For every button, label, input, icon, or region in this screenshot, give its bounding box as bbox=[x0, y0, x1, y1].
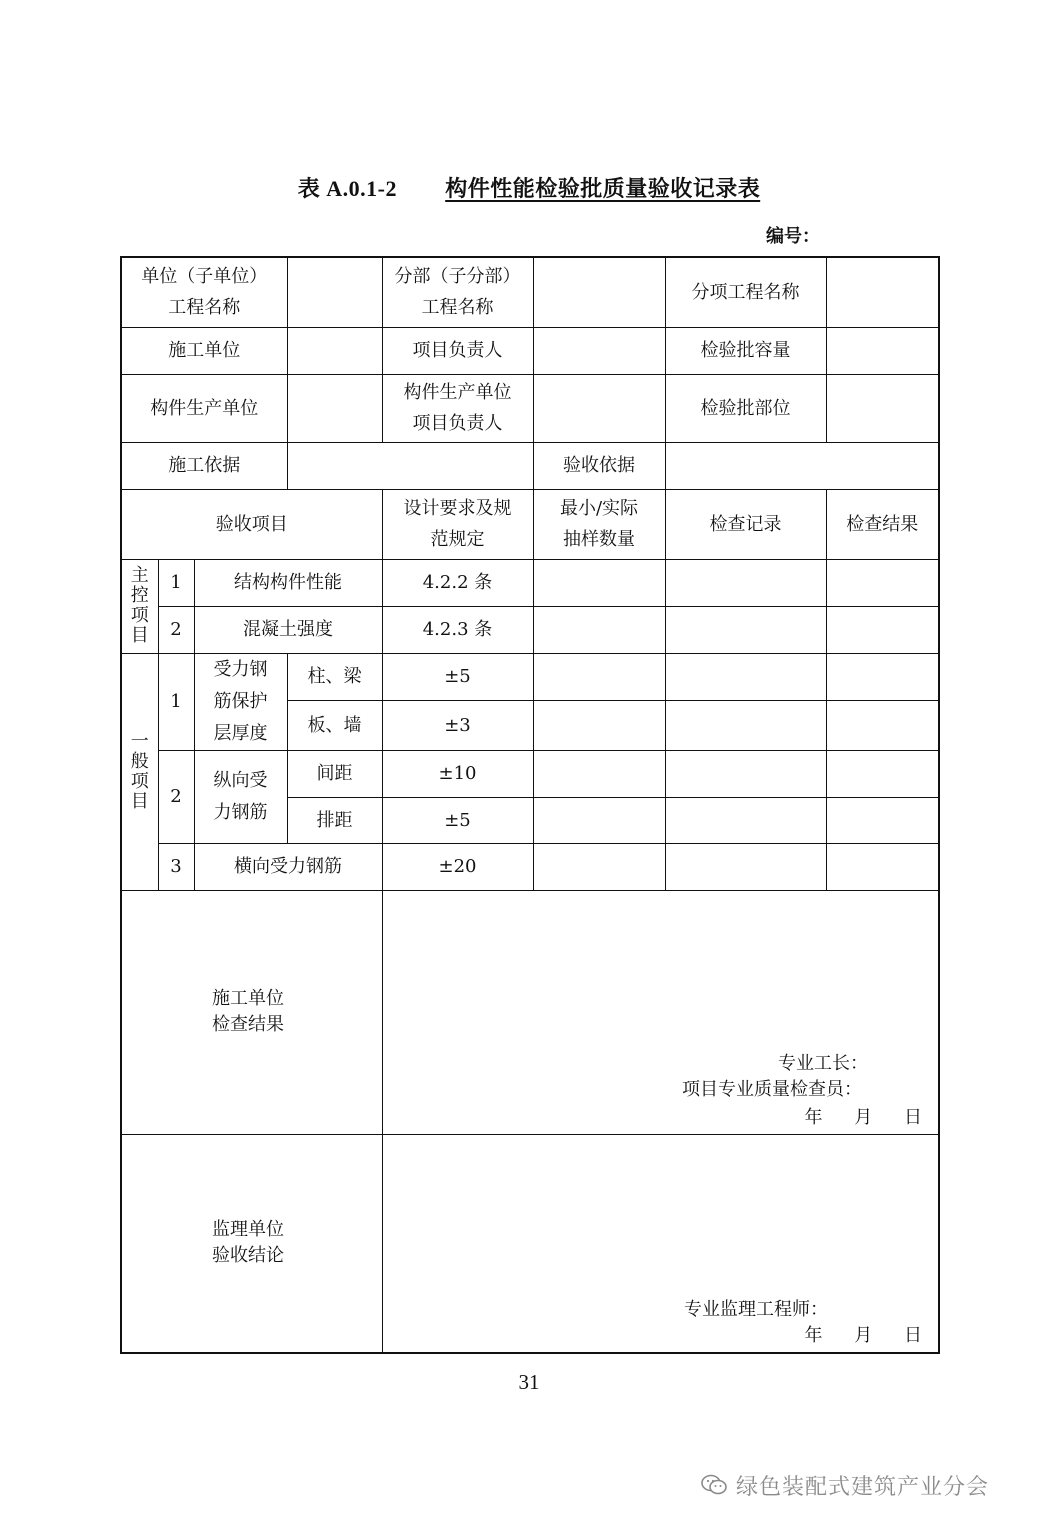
component-producer-label: 构件生产单位 bbox=[121, 374, 287, 442]
main-item-1-name: 结构构件性能 bbox=[194, 559, 382, 606]
general-item-3-spec: ±20 bbox=[382, 843, 533, 890]
general-item-1b-sample[interactable] bbox=[533, 700, 665, 750]
producer-leader-value[interactable] bbox=[533, 374, 665, 442]
general-item-2a-sub: 间距 bbox=[287, 750, 382, 797]
general-item-2a-result[interactable] bbox=[826, 750, 939, 797]
main-item-1-record[interactable] bbox=[665, 559, 826, 606]
document-title bbox=[0, 172, 1058, 203]
col-header-sample: 最小/实际 抽样数量 bbox=[533, 489, 665, 559]
supervising-engineer-label: 专业监理工程师： bbox=[684, 1299, 828, 1320]
main-item-2-spec: 4.2.3 条 bbox=[382, 606, 533, 653]
general-item-1a-spec: ±5 bbox=[382, 653, 533, 700]
general-item-1a-sample[interactable] bbox=[533, 653, 665, 700]
col-header-record: 检查记录 bbox=[665, 489, 826, 559]
general-item-2b-sample[interactable] bbox=[533, 797, 665, 843]
construction-basis-label: 施工依据 bbox=[121, 442, 287, 489]
construction-check-label: 施工单位 检查结果 bbox=[121, 890, 382, 1134]
general-item-2a-record[interactable] bbox=[665, 750, 826, 797]
part-name-value[interactable] bbox=[533, 257, 665, 327]
main-item-2-sample[interactable] bbox=[533, 606, 665, 653]
project-leader-value[interactable] bbox=[533, 327, 665, 374]
general-item-2-name: 纵向受 力钢筋 bbox=[194, 750, 287, 843]
general-item-1a-record[interactable] bbox=[665, 653, 826, 700]
serial-number-label: 编号： bbox=[766, 226, 820, 247]
item-name-value[interactable] bbox=[826, 257, 939, 327]
table-code: 表 A.0.1-2 bbox=[297, 176, 398, 201]
quality-inspector-label: 项目专业质量检查员： bbox=[682, 1078, 862, 1100]
main-item-2-name: 混凝土强度 bbox=[194, 606, 382, 653]
construction-check-signature-area[interactable] bbox=[382, 890, 939, 1134]
general-item-3-no: 3 bbox=[158, 843, 194, 890]
col-header-design: 设计要求及规 范规定 bbox=[382, 489, 533, 559]
batch-capacity-label: 检验批容量 bbox=[665, 327, 826, 374]
general-item-3-name: 横向受力钢筋 bbox=[194, 843, 382, 890]
construction-unit-value[interactable] bbox=[287, 327, 382, 374]
part-name-label: 分部（子分部） 工程名称 bbox=[382, 257, 533, 327]
col-header-result: 检查结果 bbox=[826, 489, 939, 559]
general-item-2b-result[interactable] bbox=[826, 797, 939, 843]
batch-location-label: 检验批部位 bbox=[665, 374, 826, 442]
general-item-3-sample[interactable] bbox=[533, 843, 665, 890]
acceptance-basis-label: 验收依据 bbox=[533, 442, 665, 489]
general-item-2-no: 2 bbox=[158, 750, 194, 843]
construction-date-label: 年 月 日 bbox=[804, 1106, 922, 1128]
general-item-1b-spec: ±3 bbox=[382, 700, 533, 750]
foreman-label: 专业工长： bbox=[778, 1052, 868, 1074]
general-item-1-no: 1 bbox=[158, 653, 194, 750]
general-item-2b-spec: ±5 bbox=[382, 797, 533, 843]
general-item-2a-sample[interactable] bbox=[533, 750, 665, 797]
construction-unit-label: 施工单位 bbox=[121, 327, 287, 374]
supervision-date-label: 年 月 日 bbox=[804, 1325, 922, 1346]
project-leader-label: 项目负责人 bbox=[382, 327, 533, 374]
main-item-1-no: 1 bbox=[158, 559, 194, 606]
general-item-1b-sub: 板、墙 bbox=[287, 700, 382, 750]
supervision-label: 监理单位 验收结论 bbox=[121, 1134, 382, 1353]
supervision-signature-area[interactable] bbox=[382, 1134, 939, 1353]
col-header-item: 验收项目 bbox=[121, 489, 382, 559]
wechat-icon bbox=[700, 1473, 728, 1503]
general-item-2a-spec: ±10 bbox=[382, 750, 533, 797]
general-item-1b-result[interactable] bbox=[826, 700, 939, 750]
page-number: 31 bbox=[518, 1370, 540, 1394]
main-control-label: 主 控 项 目 bbox=[121, 559, 158, 653]
general-item-1a-result[interactable] bbox=[826, 653, 939, 700]
general-item-1-name: 受力钢 筋保护 层厚度 bbox=[194, 653, 287, 750]
main-item-1-spec: 4.2.2 条 bbox=[382, 559, 533, 606]
watermark-text: 绿色装配式建筑产业分会 bbox=[736, 1475, 990, 1500]
unit-name-label: 单位（子单位） 工程名称 bbox=[121, 257, 287, 327]
general-item-2b-sub: 排距 bbox=[287, 797, 382, 843]
general-item-1a-sub: 柱、梁 bbox=[287, 653, 382, 700]
general-item-3-record[interactable] bbox=[665, 843, 826, 890]
batch-location-value[interactable] bbox=[826, 374, 939, 442]
unit-name-value[interactable] bbox=[287, 257, 382, 327]
construction-basis-value[interactable] bbox=[287, 442, 533, 489]
main-item-2-result[interactable] bbox=[826, 606, 939, 653]
item-name-label: 分项工程名称 bbox=[665, 257, 826, 327]
general-item-2b-record[interactable] bbox=[665, 797, 826, 843]
general-label: 一 般 项 目 bbox=[121, 653, 158, 890]
watermark bbox=[700, 1470, 989, 1503]
main-item-2-no: 2 bbox=[158, 606, 194, 653]
main-item-1-sample[interactable] bbox=[533, 559, 665, 606]
acceptance-record-table bbox=[120, 256, 940, 1354]
general-item-3-result[interactable] bbox=[826, 843, 939, 890]
acceptance-basis-value[interactable] bbox=[665, 442, 939, 489]
producer-leader-label: 构件生产单位 项目负责人 bbox=[382, 374, 533, 442]
table-name: 构件性能检验批质量验收记录表 bbox=[445, 176, 761, 202]
batch-capacity-value[interactable] bbox=[826, 327, 939, 374]
general-item-1b-record[interactable] bbox=[665, 700, 826, 750]
component-producer-value[interactable] bbox=[287, 374, 382, 442]
main-item-2-record[interactable] bbox=[665, 606, 826, 653]
main-item-1-result[interactable] bbox=[826, 559, 939, 606]
